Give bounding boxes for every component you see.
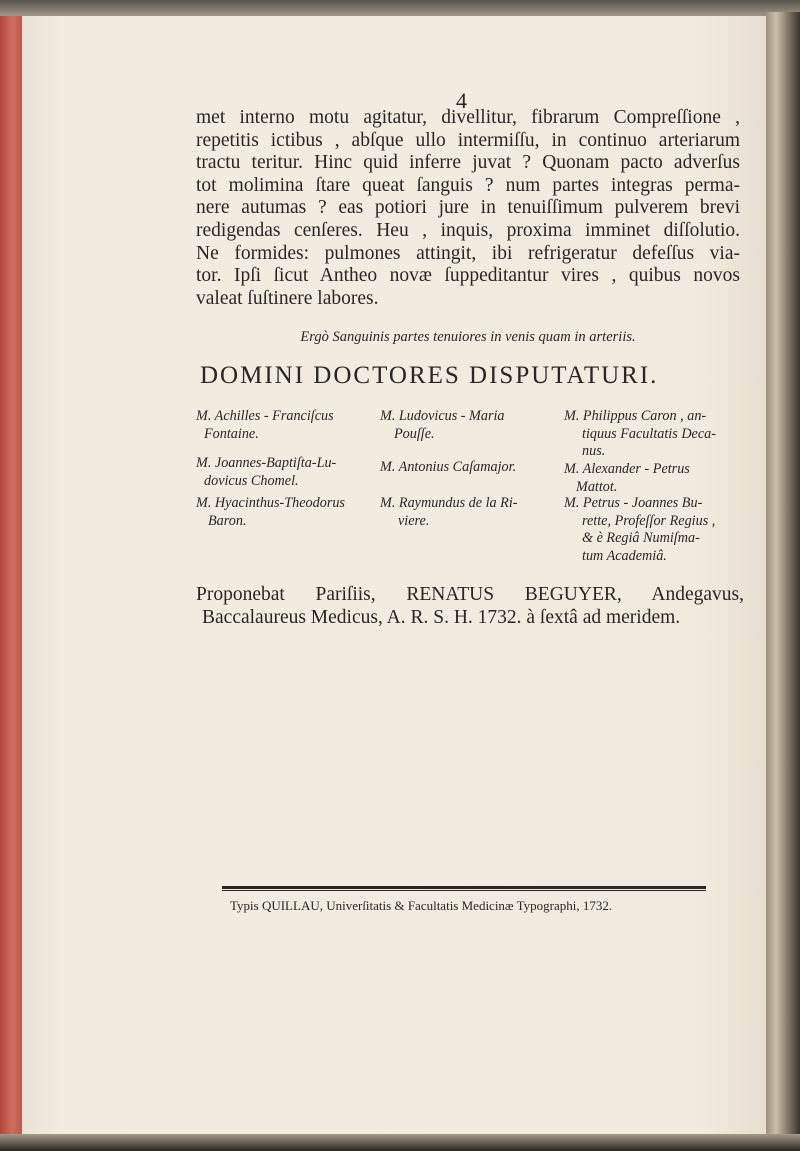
paragraph-line: tor. Ipſi ſicut Antheo novæ ſuppeditantur vires , quibus novos [196, 265, 740, 287]
doctor-entry [564, 408, 716, 461]
doctor-line: tiquus Facultatis Deca- [582, 425, 716, 442]
book-bottom-edge [0, 1134, 800, 1151]
book-fore-edge [766, 12, 800, 1142]
doctor-line: M. Hyacinthus-Theodorus [196, 495, 345, 511]
doctor-entry [564, 461, 690, 496]
body-paragraph [196, 107, 740, 310]
doctor-line: M. Philippus Caron , an- [564, 408, 707, 424]
doctor-line: M. Antonius Caſamajor. [380, 459, 517, 475]
paragraph-line: redigendas cenſeres. Heu , inquis, proxima imminet diſſolutio. [196, 219, 740, 241]
doctor-line: nus. [582, 443, 606, 459]
doctor-line: viere. [398, 512, 430, 529]
paragraph-line: nere autumas ? eas potiori jure in tenuiſſimum pulverem brevi [196, 197, 740, 219]
doctor-entry [380, 408, 505, 443]
page-number: 4 [456, 88, 467, 113]
doctor-line: rette, Profeſſor Regius , [582, 512, 716, 529]
doctor-line: & è Regiâ Numiſma- [582, 530, 700, 546]
printer-imprint: Typis QUILLAU, Univerſitatis & Facultatis Medicinæ Typographi, 1732. [230, 898, 613, 913]
doctor-line: Fontaine. [204, 425, 259, 442]
paragraph-line: Ne formides: pulmones attingit, ibi refrigeratur defeſſus via- [196, 242, 740, 264]
doctor-entry [196, 495, 345, 530]
section-heading: DOMINI DOCTORES DISPUTATURI. [200, 362, 659, 389]
doctor-line: Mattot. [576, 478, 618, 495]
doctor-line: M. Ludovicus - Maria [380, 408, 505, 424]
doctor-line: dovicus Chomel. [204, 472, 299, 489]
doctor-line: M. Achilles - Franciſcus [196, 408, 334, 424]
proponebat-statement [196, 584, 744, 629]
doctor-entry [380, 495, 518, 530]
doctor-line: M. Alexander - Petrus [564, 461, 690, 477]
proponebat-line: Proponebat Pariſiis, RENATUS BEGUYER, Andegavus, [196, 584, 744, 605]
doctor-entry [380, 459, 516, 477]
divider-rule [222, 886, 706, 889]
doctor-entry [196, 455, 336, 490]
paragraph-line: tot molimina ſtare queat ſanguis ? num partes integras perma- [196, 174, 740, 196]
paragraph-line: met interno motu agitatur, divellitur, fibrarum Compreſſione , [196, 107, 740, 128]
thesis-statement: Ergò Sanguinis partes tenuiores in venis quam in arteriis. [300, 329, 636, 345]
doctor-line: M. Petrus - Joannes Bu- [564, 495, 703, 511]
divider-rule-thin [222, 890, 706, 891]
doctor-entry [196, 408, 334, 443]
doctor-line: tum Academiâ. [582, 547, 667, 564]
doctor-line: M. Joannes-Baptiſta-Lu- [196, 455, 337, 471]
doctor-entry [564, 495, 715, 565]
paragraph-line: tractu teritur. Hinc quid inferre juvat ? Quonam pacto adverſus [196, 152, 740, 174]
doctor-line: Pouſſe. [394, 425, 435, 442]
proponebat-line: Baccalaureus Medicus, A. R. S. H. 1732. à ſextâ ad meridem. [202, 606, 681, 628]
doctor-line: M. Raymundus de la Ri- [380, 495, 518, 511]
paragraph-line: repetitis ictibus , abſque ullo intermiſſu, in continuo arteriarum [196, 129, 740, 151]
doctor-line: Baron. [208, 512, 247, 529]
page-red-edge [0, 16, 22, 1138]
paragraph-line: valeat ſuſtinere labores. [196, 287, 379, 309]
